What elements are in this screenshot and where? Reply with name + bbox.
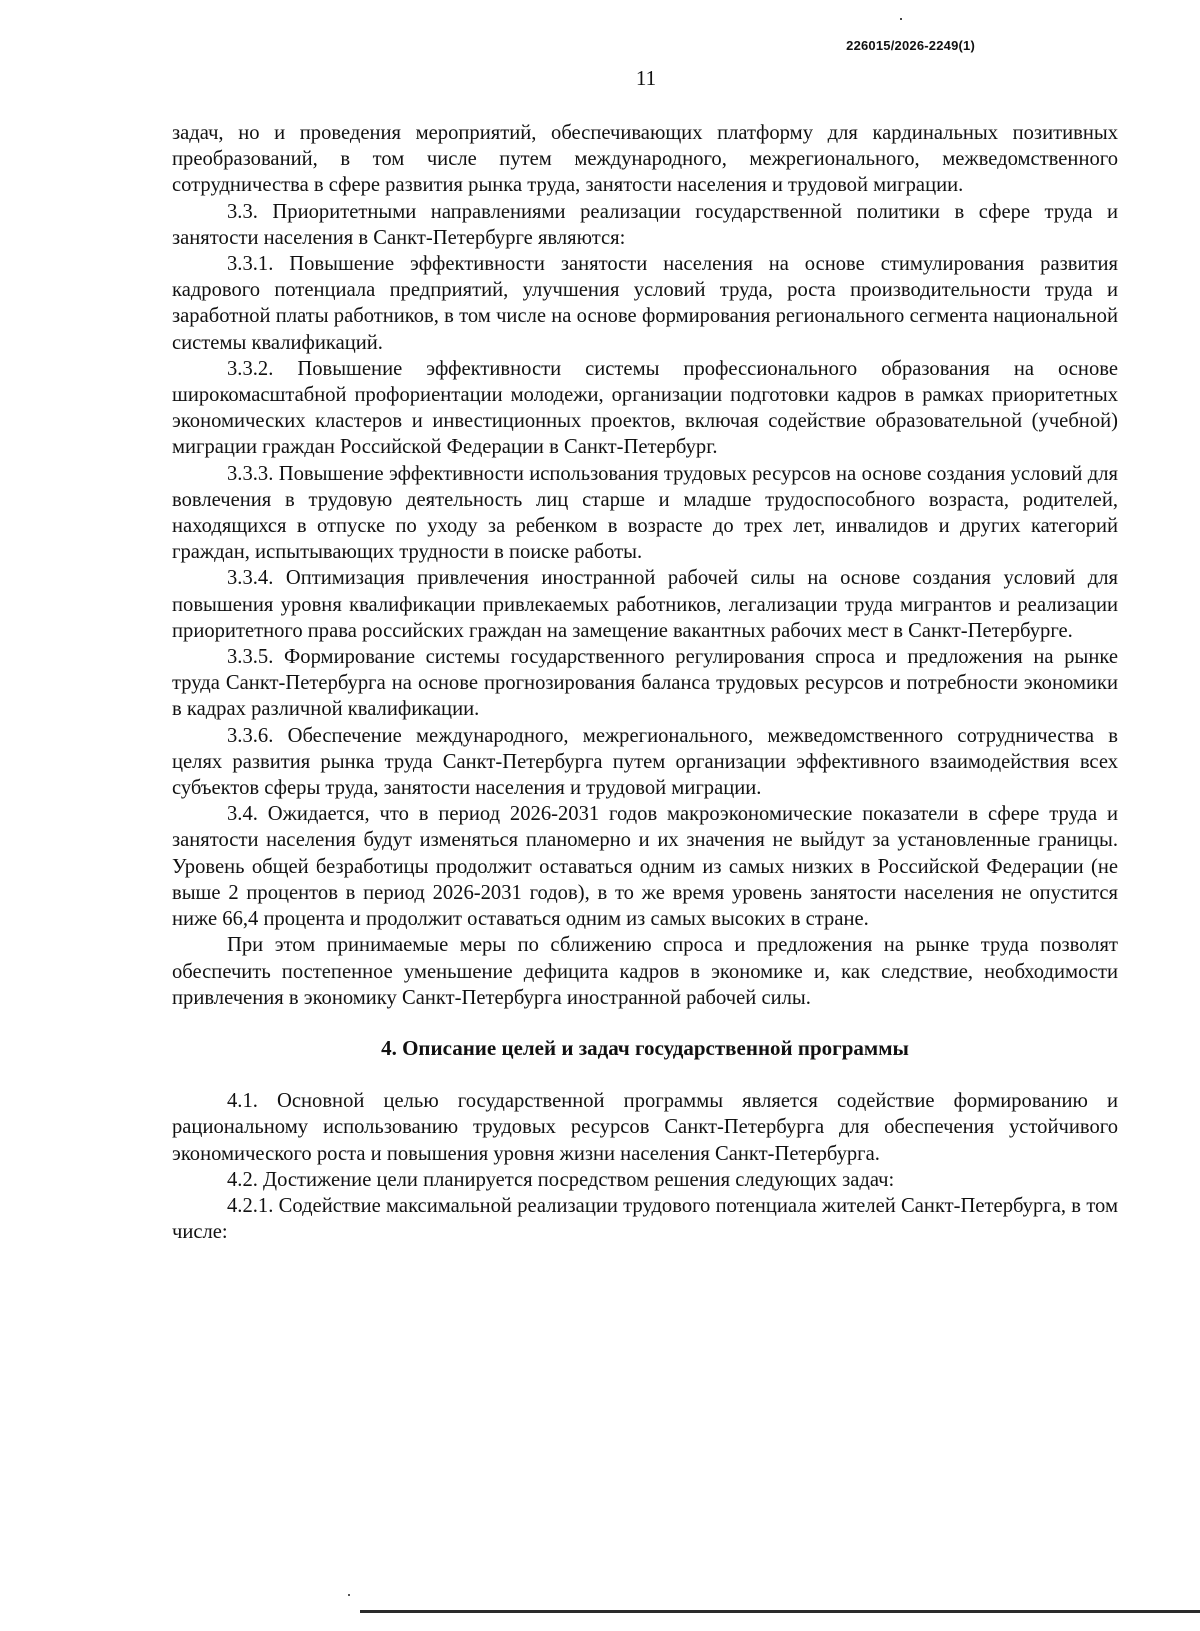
paragraph-4-2: 4.2. Достижение цели планируется посредством решения следующих задач: <box>227 1168 895 1191</box>
page-number: 11 <box>635 66 657 90</box>
scan-speck <box>348 1594 350 1596</box>
scan-speck <box>900 18 902 20</box>
paragraph-3-3-1: 3.3.1. Повышение эффективности занятости населения на основе стимулирования развития кадрового потенциала предприятий, улучшения условий труда, роста производительности труда и заработной платы работников, в том числе на основе формирования регионального сегмента национальной системы квалификаций. <box>172 253 1118 354</box>
paragraph-3-3: 3.3. Приоритетными направлениями реализации государственной политики в сфере труда и занятости населения в Санкт-Петербурге являются: <box>172 200 1118 249</box>
paragraph-continuation: задач, но и проведения мероприятий, обеспечивающих платформу для кардинальных позитивных преобразований, в том числе путем международного, межрегионального, межведомственного сотрудничества в сфере развития рынка труда, занятости населения и трудовой миграции. <box>172 122 1118 197</box>
paragraph-3-4: 3.4. Ожидается, что в период 2026-2031 годов макроэкономические показатели в сфере труда и занятости населения будут изменяться планомерно и их значения не выйдут за установленные границы. Уровень общей безработицы продолжит оставаться одним из самых низких в Российской Федерации (не выше 2 процентов в период 2026-2031 годов), в то же время уровень занятости населения не опустится ниже 66,4 процента и продолжит оставаться одним из самых высоких в стране. <box>172 803 1118 931</box>
paragraph-3-3-3: 3.3.3. Повышение эффективности использования трудовых ресурсов на основе создания условий для вовлечения в трудовую деятельность лиц старше и младше трудоспособного возраста, родителей, находящихся в отпуске по уходу за ребенком в возрасте до трех лет, инвалидов и других категорий граждан, испытывающих трудности в поиске работы. <box>172 462 1118 564</box>
section-heading: 4. Описание целей и задач государственной программы <box>381 1035 909 1060</box>
paragraph-3-3-4: 3.3.4. Оптимизация привлечения иностранной рабочей силы на основе создания условий для повышения уровня квалификации привлекаемых работников, легализации труда мигрантов и реализации приоритетного права российских граждан на замещение вакантных рабочих мест в Санкт-Петербурге. <box>172 567 1118 642</box>
document-body <box>172 120 1118 1245</box>
paragraph-3-3-2: 3.3.2. Повышение эффективности системы профессионального образования на основе широкомасштабной профориентации молодежи, организации подготовки кадров в рамках приоритетных экономических кластеров и инвестиционных проектов, включая содействие образовательной (учебной) миграции граждан Российской Федерации в Санкт-Петербург. <box>172 357 1118 459</box>
document-id: 226015/2026-2249(1) <box>846 38 975 53</box>
paragraph-3-3-5: 3.3.5. Формирование системы государственного регулирования спроса и предложения на рынке труда Санкт-Петербурга на основе прогнозирования баланса трудовых ресурсов и потребности экономики в кадрах различной квалификации. <box>172 646 1118 721</box>
paragraph-4-2-1: 4.2.1. Содействие максимальной реализации трудового потенциала жителей Санкт-Петербурга, в том числе: <box>172 1194 1118 1244</box>
paragraph-3-3-6: 3.3.6. Обеспечение международного, межрегионального, межведомственного сотрудничества в целях развития рынка труда Санкт-Петербурга путем организации эффективного взаимодействия всех субъектов сферы труда, занятости населения и трудовой миграции. <box>172 724 1118 800</box>
scan-edge-rule <box>360 1610 1200 1613</box>
paragraph-4-1: 4.1. Основной целью государственной программы является содействие формированию и рациональному использованию трудовых ресурсов Санкт-Петербурга для обеспечения устойчивого экономического роста и повышения уровня жизни населения Санкт-Петербурга. <box>172 1090 1118 1165</box>
paragraph-measures: При этом принимаемые меры по сближению спроса и предложения на рынке труда позволят обеспечить постепенное уменьшение дефицита кадров в экономике и, как следствие, необходимости привлечения в экономику Санкт-Петербурга иностранной рабочей силы. <box>172 934 1118 1009</box>
